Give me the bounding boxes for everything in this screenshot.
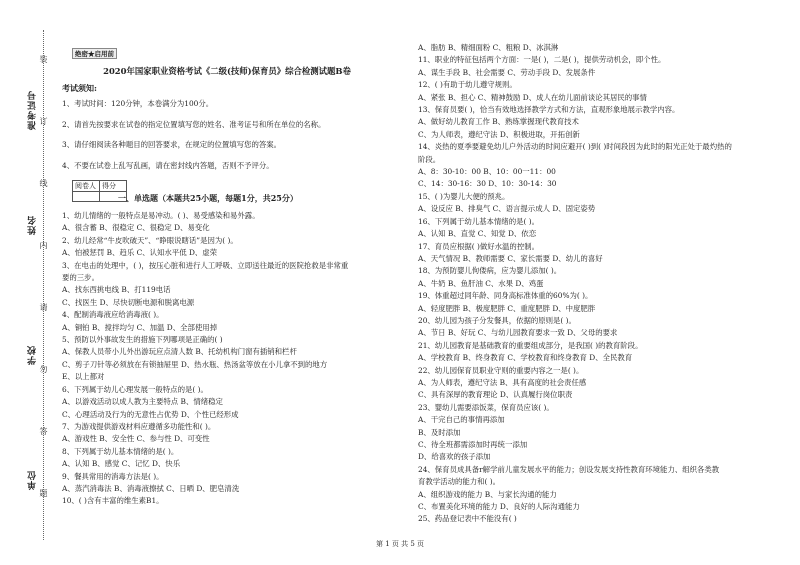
question-line: C、心理活动及行为的无意性占优势 D、个性已经形成: [62, 409, 239, 419]
margin-label-school: 学校: [28, 345, 38, 365]
question-line: C、待全班都需添加时再统一添加: [418, 440, 528, 449]
question-line: 19、体重超过同年龄、同身高标准体重的60%为( )。: [418, 291, 593, 301]
page-footer: 第 1 页 共 5 页: [375, 540, 425, 548]
question-line: 3、在电击的处理中，( )，按压心脏和进行人工呼吸、立即送往最近的医院抢救是非常重: [62, 260, 349, 270]
notice-item: 2、请首先按要求在试卷的指定位置填写您的姓名、准考证号和所在单位的名称。: [62, 119, 326, 129]
notice-item: 3、请仔细阅读各种题目的回答要求，在规定的位置填写您的答案。: [62, 140, 282, 150]
margin-label-unit: 单位: [28, 470, 38, 490]
question-line: B、及时添加: [418, 427, 461, 437]
question-line: 5、预防以外事故发生的措施下列哪项是正确的( ): [62, 335, 223, 345]
question-line: E、以上都对: [62, 372, 105, 382]
question-line: A、很含蓄 B、很稳定 C、很稳定 D、易变化: [62, 223, 210, 233]
page-title: 2020年国家职业资格考试《二级(技师)保育员》综合检测试题B卷: [103, 66, 351, 76]
question-line: 16、下列属于幼儿基本情绪的是( )。: [418, 216, 539, 226]
notice-heading: 考试须知:: [62, 83, 97, 93]
question-line: A、谋生手段 B、社会需要 C、劳动手段 D、发展条件: [418, 67, 596, 77]
cut-mark-char: 订: [39, 117, 48, 125]
question-line: 10、( )含有丰富的维生素B1。: [62, 496, 164, 506]
question-line: 2、幼儿经常“牛皮吹破天”、“睁眼说瞎话”是因为( )。: [62, 235, 238, 245]
question-line: A、节日 B、好玩 C、与幼儿园教育要求一致 D、父母的要求: [418, 328, 618, 338]
question-line: A、游戏性 B、安全性 C、参与性 D、可变性: [62, 434, 210, 444]
question-line: A、以游戏活动以成人教为主要特点 B、情绪稳定: [62, 397, 223, 407]
question-line: C、布置美化环境的能力 D、良好的人际沟通能力: [418, 502, 580, 512]
question-line: A、为人师表，遵纪守法 B、具有高度的社会责任感: [418, 377, 587, 387]
binding-margin: [0, 0, 58, 565]
section-heading: 一、单选题（本题共25小题，每题1分，共25分）: [118, 193, 298, 203]
question-line: 24、保育员成具备r解学前儿童发展水平的能力；创设发展支持性教育环境能力、组织各类教: [418, 464, 720, 474]
notice-item: 4、不要在试卷上乱写乱画，请在密封线内答题，否则不予评分。: [62, 160, 274, 170]
question-line: 23、婴幼儿需要添饭菜，保育员应该( )。: [418, 402, 554, 412]
margin-label-name: 姓名: [28, 215, 38, 235]
question-line: A、找东西挑电线 B、打119电话: [62, 285, 171, 295]
question-line: A、干完自己的事情再添加: [418, 415, 505, 425]
question-line: 25、药品登记表中不能没有( ): [418, 514, 517, 524]
cut-mark-char: 内: [39, 241, 48, 249]
cut-mark-char: 题: [39, 489, 48, 497]
question-line: C、为人师表，遵纪守法 D、积极进取，开拓创新: [418, 129, 580, 139]
question-line: A、8：30-10：00 B、10：00一11：00: [418, 167, 556, 177]
question-line: 18、为预防婴儿佝偻病，应为婴儿添加( )。: [418, 266, 562, 276]
question-line: A、脂肪 B、精细面粉 C、粗粮 D、冰淇淋: [418, 43, 559, 52]
question-line: A、轻度肥胖 B、极度肥胖 C、重度肥胖 D、中度肥胖: [418, 303, 596, 313]
cut-mark-char: 勿: [39, 365, 48, 373]
question-line: 11、职业的特征包括两个方面：一是( )，二是( )，提供劳动机会，即个性。: [418, 55, 666, 65]
question-line: A、认知 B、感觉 C、记忆 D、快乐: [62, 459, 181, 469]
question-line: A、组织游戏的能力 B、与家长沟通的能力: [418, 489, 557, 499]
question-line: A、学校教育 B、终身教育 C、学校教育和终身教育 D、全民教育: [418, 353, 633, 363]
question-line: D、给喜欢的孩子添加: [418, 452, 491, 462]
secret-badge: 绝密★启用前: [72, 48, 117, 59]
question-line: A、牛奶 B、鱼肝油 C、水果 D、鸡蛋: [418, 278, 544, 288]
score-table-score: 得分: [100, 181, 127, 192]
cut-mark-char: 答: [39, 427, 48, 435]
question-line: 14、炎热的夏季要避免幼儿户外活动的时间应避开( )到( )时间段因为此时的阳光正处于最灼热的: [418, 142, 732, 152]
question-line: A、保教人员带小儿外出游玩应点清人数 B、托幼机构门窗有插销和栏杆: [62, 347, 297, 357]
score-table-grader: 阅卷人: [73, 181, 100, 192]
cut-line: [43, 30, 44, 540]
question-line: 20、幼儿园为孩子分发餐具，依据的原则是( )。: [418, 315, 576, 325]
question-line: 22、幼儿园保育员职业守则的重要内容之一是( )。: [418, 365, 584, 375]
questions-left-column: [62, 210, 402, 508]
cut-mark-char: 线: [39, 179, 48, 187]
question-line: A、怕被惩罚 B、趋乐 C、认知水平低 D、虚荣: [62, 248, 218, 258]
question-line: 7、为游戏提供游戏材料应遵循多功能性和( )。: [62, 421, 216, 431]
question-line: A、认知 B、直觉 C、知觉 D、依恋: [418, 229, 537, 239]
question-line: 21、幼儿园教育是基础教育的重要组成部分，是我国( )的教育阶段。: [418, 340, 643, 350]
question-line: 要的三步。: [62, 273, 99, 283]
cut-mark-char: 装: [39, 55, 48, 63]
question-line: 15、( )为婴儿大便的预兆。: [418, 191, 510, 201]
question-line: 阶段。: [418, 154, 441, 164]
cut-mark-char: 请: [39, 303, 48, 311]
question-line: C、14：30-16：30 D、10：30-14：30: [418, 179, 557, 189]
margin-label-exam-number: 准考证号: [28, 90, 38, 130]
question-line: 9、餐具常用的消毒方法是( )。: [62, 471, 164, 481]
question-line: 8、下列属于幼儿基本情绪的是( )。: [62, 446, 179, 456]
question-line: 育教学活动的能力和( )。: [418, 477, 501, 487]
question-line: A、天气情况 B、教师需要 C、家长需要 D、幼儿的喜好: [418, 253, 603, 263]
question-line: 4、配制消毒液应给消毒液( )。: [62, 310, 164, 320]
question-line: A、铜铂 B、搅拌均匀 C、加温 D、全部使用掉: [62, 322, 218, 332]
question-line: C、具有深厚的教育理论 D、认真履行岗位职责: [418, 390, 573, 400]
question-line: A、紧张 B、担心 C、精神鼓励 D、成人在幼儿面前谈论其居民的事情: [418, 92, 647, 102]
notice-item: 1、考试时间：120分钟，本卷满分为100分。: [62, 99, 214, 109]
questions-right-column: [418, 42, 790, 526]
notice-block: [62, 82, 402, 172]
question-line: 1、幼儿情绪的一般特点是易冲动。( )、易受感染和易外露。: [62, 211, 260, 220]
question-line: 6、下列属于幼儿心理发展一般特点的是( )。: [62, 384, 208, 394]
question-line: A、设反应 B、排臭气 C、语言提示成人 D、固定姿势: [418, 204, 596, 214]
question-line: A、蒸汽消毒法 B、消毒液擦拭 C、日晒 D、肥皂清洗: [62, 483, 240, 493]
question-line: A、做好幼儿教育工作 B、熟练掌握现代教育技术: [418, 117, 579, 127]
question-line: 13、保育员要( )，恰当有效地选择教学方式和方法，直观形象地展示教学内容。: [418, 105, 680, 115]
question-line: 17、育员应根据( )做好水温的控制。: [418, 241, 539, 251]
question-line: 12、( )有助于幼儿遵守规则。: [418, 80, 517, 90]
question-line: C、剪子刀针等必须放在有锁抽屉里 D、热水瓶、热汤盆等放在小儿拿不到的地方: [62, 359, 328, 369]
question-line: C、找医生 D、尽快切断电源和脱离电源: [62, 297, 195, 307]
